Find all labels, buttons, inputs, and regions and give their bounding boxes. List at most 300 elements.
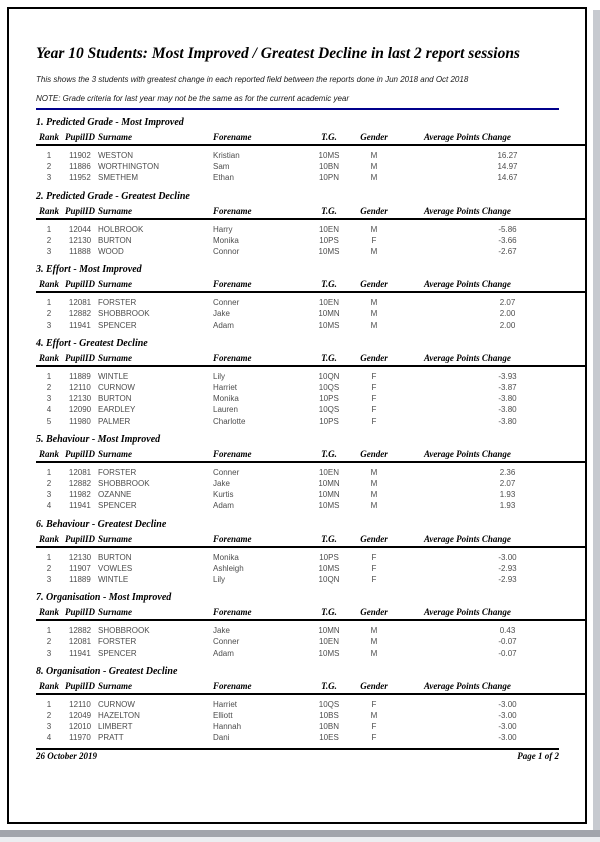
table-row [36, 235, 587, 246]
cell-rank: 3 [46, 490, 52, 500]
table-row [36, 648, 587, 659]
column-header-pupil-id: PupilID [62, 130, 98, 145]
cell-surname: SPENCER [98, 501, 137, 511]
cell-gender: F [371, 563, 377, 573]
report-section [36, 592, 559, 659]
cell-avg-points-change: -2.93 [498, 563, 517, 573]
cell-tg: 10MN [318, 490, 340, 500]
cell-gender: M [370, 501, 378, 511]
cell-surname: WOOD [98, 247, 124, 257]
cell-tg: 10MN [318, 479, 340, 489]
cell-surname: WORTHINGTON [98, 162, 160, 172]
report-page [7, 7, 587, 824]
column-header-avg-points-change: Average Points Change [398, 130, 587, 145]
cell-pupil-id: 11889 [69, 575, 91, 585]
cell-tg: 10ES [319, 733, 339, 743]
column-header-surname: Surname [98, 277, 213, 292]
column-header-pupil-id: PupilID [62, 679, 98, 694]
cell-surname: LIMBERT [98, 722, 133, 732]
column-header-forename: Forename [213, 532, 308, 547]
section-table [36, 204, 587, 258]
column-header-pupil-id: PupilID [62, 532, 98, 547]
table-row [36, 620, 587, 636]
section-table [36, 447, 587, 512]
cell-gender: F [371, 575, 377, 585]
column-header-gender: Gender [350, 277, 398, 292]
column-header-avg-points-change: Average Points Change [398, 605, 587, 620]
column-header-forename: Forename [213, 277, 308, 292]
table-header-row [36, 277, 587, 292]
column-header-forename: Forename [213, 679, 308, 694]
cell-surname: SHOBBROOK [98, 309, 150, 319]
cell-avg-points-change: 1.93 [499, 490, 516, 500]
cell-tg: 10MS [318, 320, 340, 330]
cell-avg-points-change: 2.07 [499, 298, 516, 308]
table-body [36, 620, 587, 659]
cell-forename: Kristian [213, 151, 240, 160]
cell-tg: 10PN [318, 173, 339, 183]
table-header-row [36, 532, 587, 547]
cell-rank: 5 [46, 416, 52, 426]
cell-surname: BURTON [98, 235, 132, 245]
cell-surname: HAZELTON [98, 711, 140, 721]
cell-rank: 4 [46, 501, 52, 511]
report-section [36, 338, 559, 427]
cell-gender: F [371, 416, 377, 426]
cell-surname: FORSTER [98, 637, 137, 647]
column-header-surname: Surname [98, 605, 213, 620]
cell-avg-points-change: 2.07 [499, 479, 516, 489]
column-header-avg-points-change: Average Points Change [398, 679, 587, 694]
cell-pupil-id: 12882 [68, 626, 92, 636]
cell-forename: Dani [213, 733, 230, 743]
table-row [36, 547, 587, 563]
cell-pupil-id: 11941 [69, 501, 91, 511]
preview-background-bottom [0, 830, 600, 837]
cell-pupil-id: 11980 [69, 416, 91, 426]
column-header-rank: Rank [36, 532, 62, 547]
table-row [36, 172, 587, 183]
cell-tg: 10BN [318, 162, 339, 172]
cell-surname: SPENCER [98, 320, 137, 330]
cell-gender: F [371, 371, 377, 381]
cell-tg: 10QS [318, 699, 340, 709]
table-row [36, 161, 587, 172]
column-header-forename: Forename [213, 351, 308, 366]
section-title: 8. Organisation - Greatest Decline [36, 665, 178, 677]
column-header-surname: Surname [98, 679, 213, 694]
table-body [36, 694, 587, 744]
cell-surname: BURTON [98, 394, 132, 404]
cell-forename: Lily [213, 575, 226, 585]
cell-pupil-id: 12081 [68, 298, 92, 308]
section-title: 3. Effort - Most Improved [36, 264, 142, 276]
cell-gender: M [370, 309, 378, 319]
cell-forename: Harriet [213, 699, 238, 709]
cell-avg-points-change: -0.07 [498, 648, 517, 658]
column-header-pupil-id: PupilID [62, 605, 98, 620]
cell-tg: 10QS [318, 383, 340, 393]
cell-gender: M [370, 173, 378, 183]
footer-page-number: Page 1 of 2 [517, 750, 559, 761]
page-title: Year 10 Students: Most Improved / Greatest Decline in last 2 report sessions [36, 45, 520, 62]
table-header-row [36, 204, 587, 219]
column-header-rank: Rank [36, 679, 62, 694]
cell-pupil-id: 12882 [68, 479, 92, 489]
cell-tg: 10MS [318, 501, 340, 511]
cell-surname: PALMER [98, 416, 131, 426]
sections [36, 117, 559, 744]
cell-surname: BURTON [98, 552, 132, 562]
cell-forename: Jake [213, 309, 230, 319]
column-header-pupil-id: PupilID [62, 447, 98, 462]
cell-surname: SMETHEM [98, 173, 138, 183]
section-title: 4. Effort - Greatest Decline [36, 337, 148, 349]
cell-forename: Conner [213, 298, 240, 308]
column-header-tg: T.G. [308, 605, 350, 620]
cell-avg-points-change: -3.80 [498, 405, 517, 415]
cell-tg: 10QS [318, 405, 340, 415]
cell-avg-points-change: 2.36 [499, 467, 516, 477]
column-header-avg-points-change: Average Points Change [398, 277, 587, 292]
header-divider [36, 108, 559, 110]
column-header-forename: Forename [213, 204, 308, 219]
table-row [36, 574, 587, 585]
column-header-avg-points-change: Average Points Change [398, 447, 587, 462]
cell-gender: F [371, 722, 377, 732]
cell-surname: FORSTER [98, 467, 137, 477]
cell-gender: M [370, 648, 378, 658]
cell-rank: 4 [46, 733, 52, 743]
cell-gender: M [370, 626, 378, 636]
cell-forename: Lily [213, 371, 226, 381]
cell-rank: 1 [46, 552, 52, 562]
cell-forename: Hannah [213, 722, 242, 732]
cell-forename: Adam [213, 320, 234, 330]
cell-surname: WINTLE [98, 575, 129, 585]
table-row [36, 145, 587, 161]
table-row [36, 393, 587, 404]
cell-forename: Ethan [213, 173, 234, 183]
column-header-surname: Surname [98, 447, 213, 462]
column-header-gender: Gender [350, 605, 398, 620]
cell-rank: 1 [46, 467, 52, 477]
cell-tg: 10MN [318, 309, 340, 319]
cell-rank: 2 [46, 383, 52, 393]
column-header-surname: Surname [98, 532, 213, 547]
table-header-row [36, 605, 587, 620]
column-header-avg-points-change: Average Points Change [398, 532, 587, 547]
column-header-avg-points-change: Average Points Change [398, 204, 587, 219]
cell-pupil-id: 11889 [69, 371, 91, 381]
cell-avg-points-change: -3.80 [498, 394, 517, 404]
cell-tg: 10MS [318, 247, 340, 257]
column-header-rank: Rank [36, 447, 62, 462]
cell-pupil-id: 11886 [69, 162, 91, 172]
cell-gender: M [370, 711, 378, 721]
column-header-rank: Rank [36, 605, 62, 620]
column-header-surname: Surname [98, 130, 213, 145]
section-title: 1. Predicted Grade - Most Improved [36, 117, 184, 128]
cell-surname: SHOBBROOK [98, 479, 150, 489]
section-table [36, 351, 587, 427]
cell-surname: SPENCER [98, 648, 137, 658]
report-section [36, 264, 559, 331]
cell-tg: 10EN [318, 467, 339, 477]
cell-tg: 10PS [319, 235, 339, 245]
cell-rank: 3 [46, 247, 52, 257]
column-header-pupil-id: PupilID [62, 277, 98, 292]
table-body [36, 292, 587, 331]
section-title: 5. Behaviour - Most Improved [36, 433, 161, 445]
cell-pupil-id: 11888 [69, 247, 91, 257]
cell-avg-points-change: -0.07 [498, 637, 517, 647]
cell-surname: PRATT [98, 733, 124, 743]
cell-forename: Sam [213, 162, 230, 172]
cell-surname: WESTON [98, 151, 133, 160]
cell-pupil-id: 11982 [69, 490, 91, 500]
table-row [36, 308, 587, 319]
column-header-rank: Rank [36, 277, 62, 292]
report-section [36, 666, 559, 744]
table-row [36, 500, 587, 511]
preview-background-right [593, 10, 600, 837]
column-header-tg: T.G. [308, 277, 350, 292]
cell-gender: M [370, 151, 378, 160]
table-row [36, 489, 587, 500]
cell-forename: Lauren [213, 405, 238, 415]
cell-surname: CURNOW [98, 699, 135, 709]
table-row [36, 246, 587, 257]
column-header-gender: Gender [350, 130, 398, 145]
cell-avg-points-change: -3.87 [498, 383, 517, 393]
cell-gender: M [370, 162, 378, 172]
section-table [36, 605, 587, 659]
cell-avg-points-change: 16.27 [497, 151, 518, 160]
cell-surname: SHOBBROOK [98, 626, 150, 636]
cell-forename: Monika [213, 552, 239, 562]
column-header-gender: Gender [350, 204, 398, 219]
cell-pupil-id: 12130 [68, 394, 92, 404]
column-header-pupil-id: PupilID [62, 204, 98, 219]
cell-tg: 10EN [318, 298, 339, 308]
cell-pupil-id: 12110 [69, 383, 91, 393]
cell-rank: 2 [46, 637, 52, 647]
cell-pupil-id: 12130 [68, 235, 92, 245]
table-body [36, 366, 587, 427]
cell-avg-points-change: -3.00 [498, 699, 517, 709]
table-row [36, 462, 587, 478]
cell-pupil-id: 12044 [68, 224, 92, 234]
cell-rank: 2 [46, 479, 52, 489]
column-header-forename: Forename [213, 605, 308, 620]
cell-pupil-id: 12081 [68, 637, 92, 647]
cell-forename: Adam [213, 501, 234, 511]
cell-avg-points-change: 14.97 [497, 162, 518, 172]
column-header-tg: T.G. [308, 679, 350, 694]
cell-tg: 10BS [319, 711, 339, 721]
cell-avg-points-change: -3.66 [498, 235, 517, 245]
report-content [9, 9, 585, 762]
cell-forename: Connor [213, 247, 240, 257]
cell-forename: Monika [213, 235, 239, 245]
section-title: 7. Organisation - Most Improved [36, 592, 172, 604]
cell-forename: Harry [213, 224, 233, 234]
cell-avg-points-change: -3.00 [498, 722, 517, 732]
cell-pupil-id: 12090 [68, 405, 92, 415]
column-header-tg: T.G. [308, 447, 350, 462]
section-table [36, 277, 587, 331]
column-header-gender: Gender [350, 679, 398, 694]
cell-forename: Jake [213, 479, 230, 489]
cell-gender: M [370, 467, 378, 477]
cell-forename: Monika [213, 394, 239, 404]
cell-rank: 1 [46, 298, 52, 308]
cell-forename: Kurtis [213, 490, 234, 500]
table-header-row [36, 679, 587, 694]
cell-avg-points-change: 14.67 [497, 173, 518, 183]
cell-gender: F [371, 552, 377, 562]
cell-surname: FORSTER [98, 298, 137, 308]
column-header-avg-points-change: Average Points Change [398, 351, 587, 366]
cell-gender: M [370, 490, 378, 500]
column-header-tg: T.G. [308, 204, 350, 219]
column-header-surname: Surname [98, 351, 213, 366]
cell-rank: 3 [46, 320, 52, 330]
cell-rank: 2 [46, 563, 52, 573]
cell-tg: 10EN [318, 637, 339, 647]
cell-surname: WINTLE [98, 371, 129, 381]
cell-pupil-id: 12110 [69, 699, 91, 709]
cell-forename: Conner [213, 637, 240, 647]
cell-avg-points-change: 2.00 [499, 320, 516, 330]
column-header-forename: Forename [213, 447, 308, 462]
table-row [36, 292, 587, 308]
column-header-tg: T.G. [308, 130, 350, 145]
table-body [36, 462, 587, 512]
cell-pupil-id: 12081 [68, 467, 92, 477]
cell-rank: 3 [46, 575, 52, 585]
cell-avg-points-change: -2.93 [498, 575, 517, 585]
cell-rank: 2 [46, 309, 52, 319]
cell-forename: Harriet [213, 383, 238, 393]
footer-divider [36, 748, 559, 750]
cell-surname: HOLBROOK [98, 224, 144, 234]
report-footer [36, 751, 559, 762]
cell-pupil-id: 11970 [69, 733, 91, 743]
cell-tg: 10PS [319, 394, 339, 404]
cell-rank: 3 [46, 394, 52, 404]
column-header-rank: Rank [36, 130, 62, 145]
cell-tg: 10MS [318, 563, 340, 573]
cell-avg-points-change: -3.93 [498, 371, 517, 381]
report-section [36, 434, 559, 512]
cell-rank: 1 [46, 151, 52, 160]
cell-forename: Charlotte [213, 416, 246, 426]
cell-avg-points-change: -3.80 [498, 416, 517, 426]
section-title: 2. Predicted Grade - Greatest Decline [36, 190, 190, 202]
cell-gender: F [371, 699, 377, 709]
cell-rank: 3 [46, 173, 52, 183]
cell-avg-points-change: 2.00 [499, 309, 516, 319]
column-header-gender: Gender [350, 351, 398, 366]
column-header-pupil-id: PupilID [62, 351, 98, 366]
cell-tg: 10EN [318, 224, 339, 234]
cell-surname: CURNOW [98, 383, 135, 393]
cell-tg: 10QN [318, 575, 340, 585]
cell-rank: 1 [46, 371, 52, 381]
column-header-tg: T.G. [308, 351, 350, 366]
cell-avg-points-change: -3.00 [498, 711, 517, 721]
table-row [36, 382, 587, 393]
report-subtitle: This shows the 3 students with greatest change in each reported field between the reports done in Jun 2018 and Oct 2018 [36, 75, 469, 84]
section-table [36, 532, 587, 586]
cell-pupil-id: 11907 [69, 563, 91, 573]
section-table [36, 130, 587, 184]
cell-gender: F [371, 235, 377, 245]
report-section [36, 191, 559, 258]
cell-rank: 4 [46, 405, 52, 415]
cell-tg: 10MN [318, 626, 340, 636]
table-header-row [36, 130, 587, 145]
cell-tg: 10PS [319, 416, 339, 426]
cell-pupil-id: 12882 [68, 309, 92, 319]
cell-forename: Elliott [213, 711, 233, 721]
table-header-row [36, 447, 587, 462]
table-row [36, 694, 587, 710]
table-row [36, 404, 587, 415]
cell-gender: F [371, 733, 377, 743]
cell-gender: M [370, 247, 378, 257]
preview-background-bottom-edge [0, 837, 600, 842]
table-row [36, 219, 587, 235]
table-row [36, 416, 587, 427]
cell-rank: 2 [46, 711, 52, 721]
cell-rank: 3 [46, 648, 52, 658]
section-table [36, 679, 587, 744]
column-header-forename: Forename [213, 130, 308, 145]
cell-gender: F [371, 383, 377, 393]
column-header-rank: Rank [36, 351, 62, 366]
cell-gender: M [370, 637, 378, 647]
cell-rank: 1 [46, 626, 52, 636]
cell-avg-points-change: -3.00 [498, 552, 517, 562]
cell-gender: M [370, 320, 378, 330]
column-header-tg: T.G. [308, 532, 350, 547]
cell-tg: 10MS [318, 151, 340, 160]
cell-surname: OZANNE [98, 490, 132, 500]
table-header-row [36, 351, 587, 366]
cell-rank: 2 [46, 235, 52, 245]
cell-surname: VOWLES [98, 563, 133, 573]
report-section [36, 519, 559, 586]
cell-rank: 3 [46, 722, 52, 732]
cell-pupil-id: 12010 [68, 722, 92, 732]
table-body [36, 145, 587, 184]
cell-gender: F [371, 405, 377, 415]
table-body [36, 547, 587, 586]
report-note: NOTE: Grade criteria for last year may not be the same as for the current academic year [36, 94, 350, 103]
cell-surname: EARDLEY [98, 405, 136, 415]
cell-forename: Ashleigh [213, 563, 244, 573]
cell-gender: M [370, 224, 378, 234]
cell-forename: Jake [213, 626, 230, 636]
cell-gender: M [370, 479, 378, 489]
table-row [36, 478, 587, 489]
table-row [36, 721, 587, 732]
report-section [36, 117, 559, 184]
table-row [36, 320, 587, 331]
